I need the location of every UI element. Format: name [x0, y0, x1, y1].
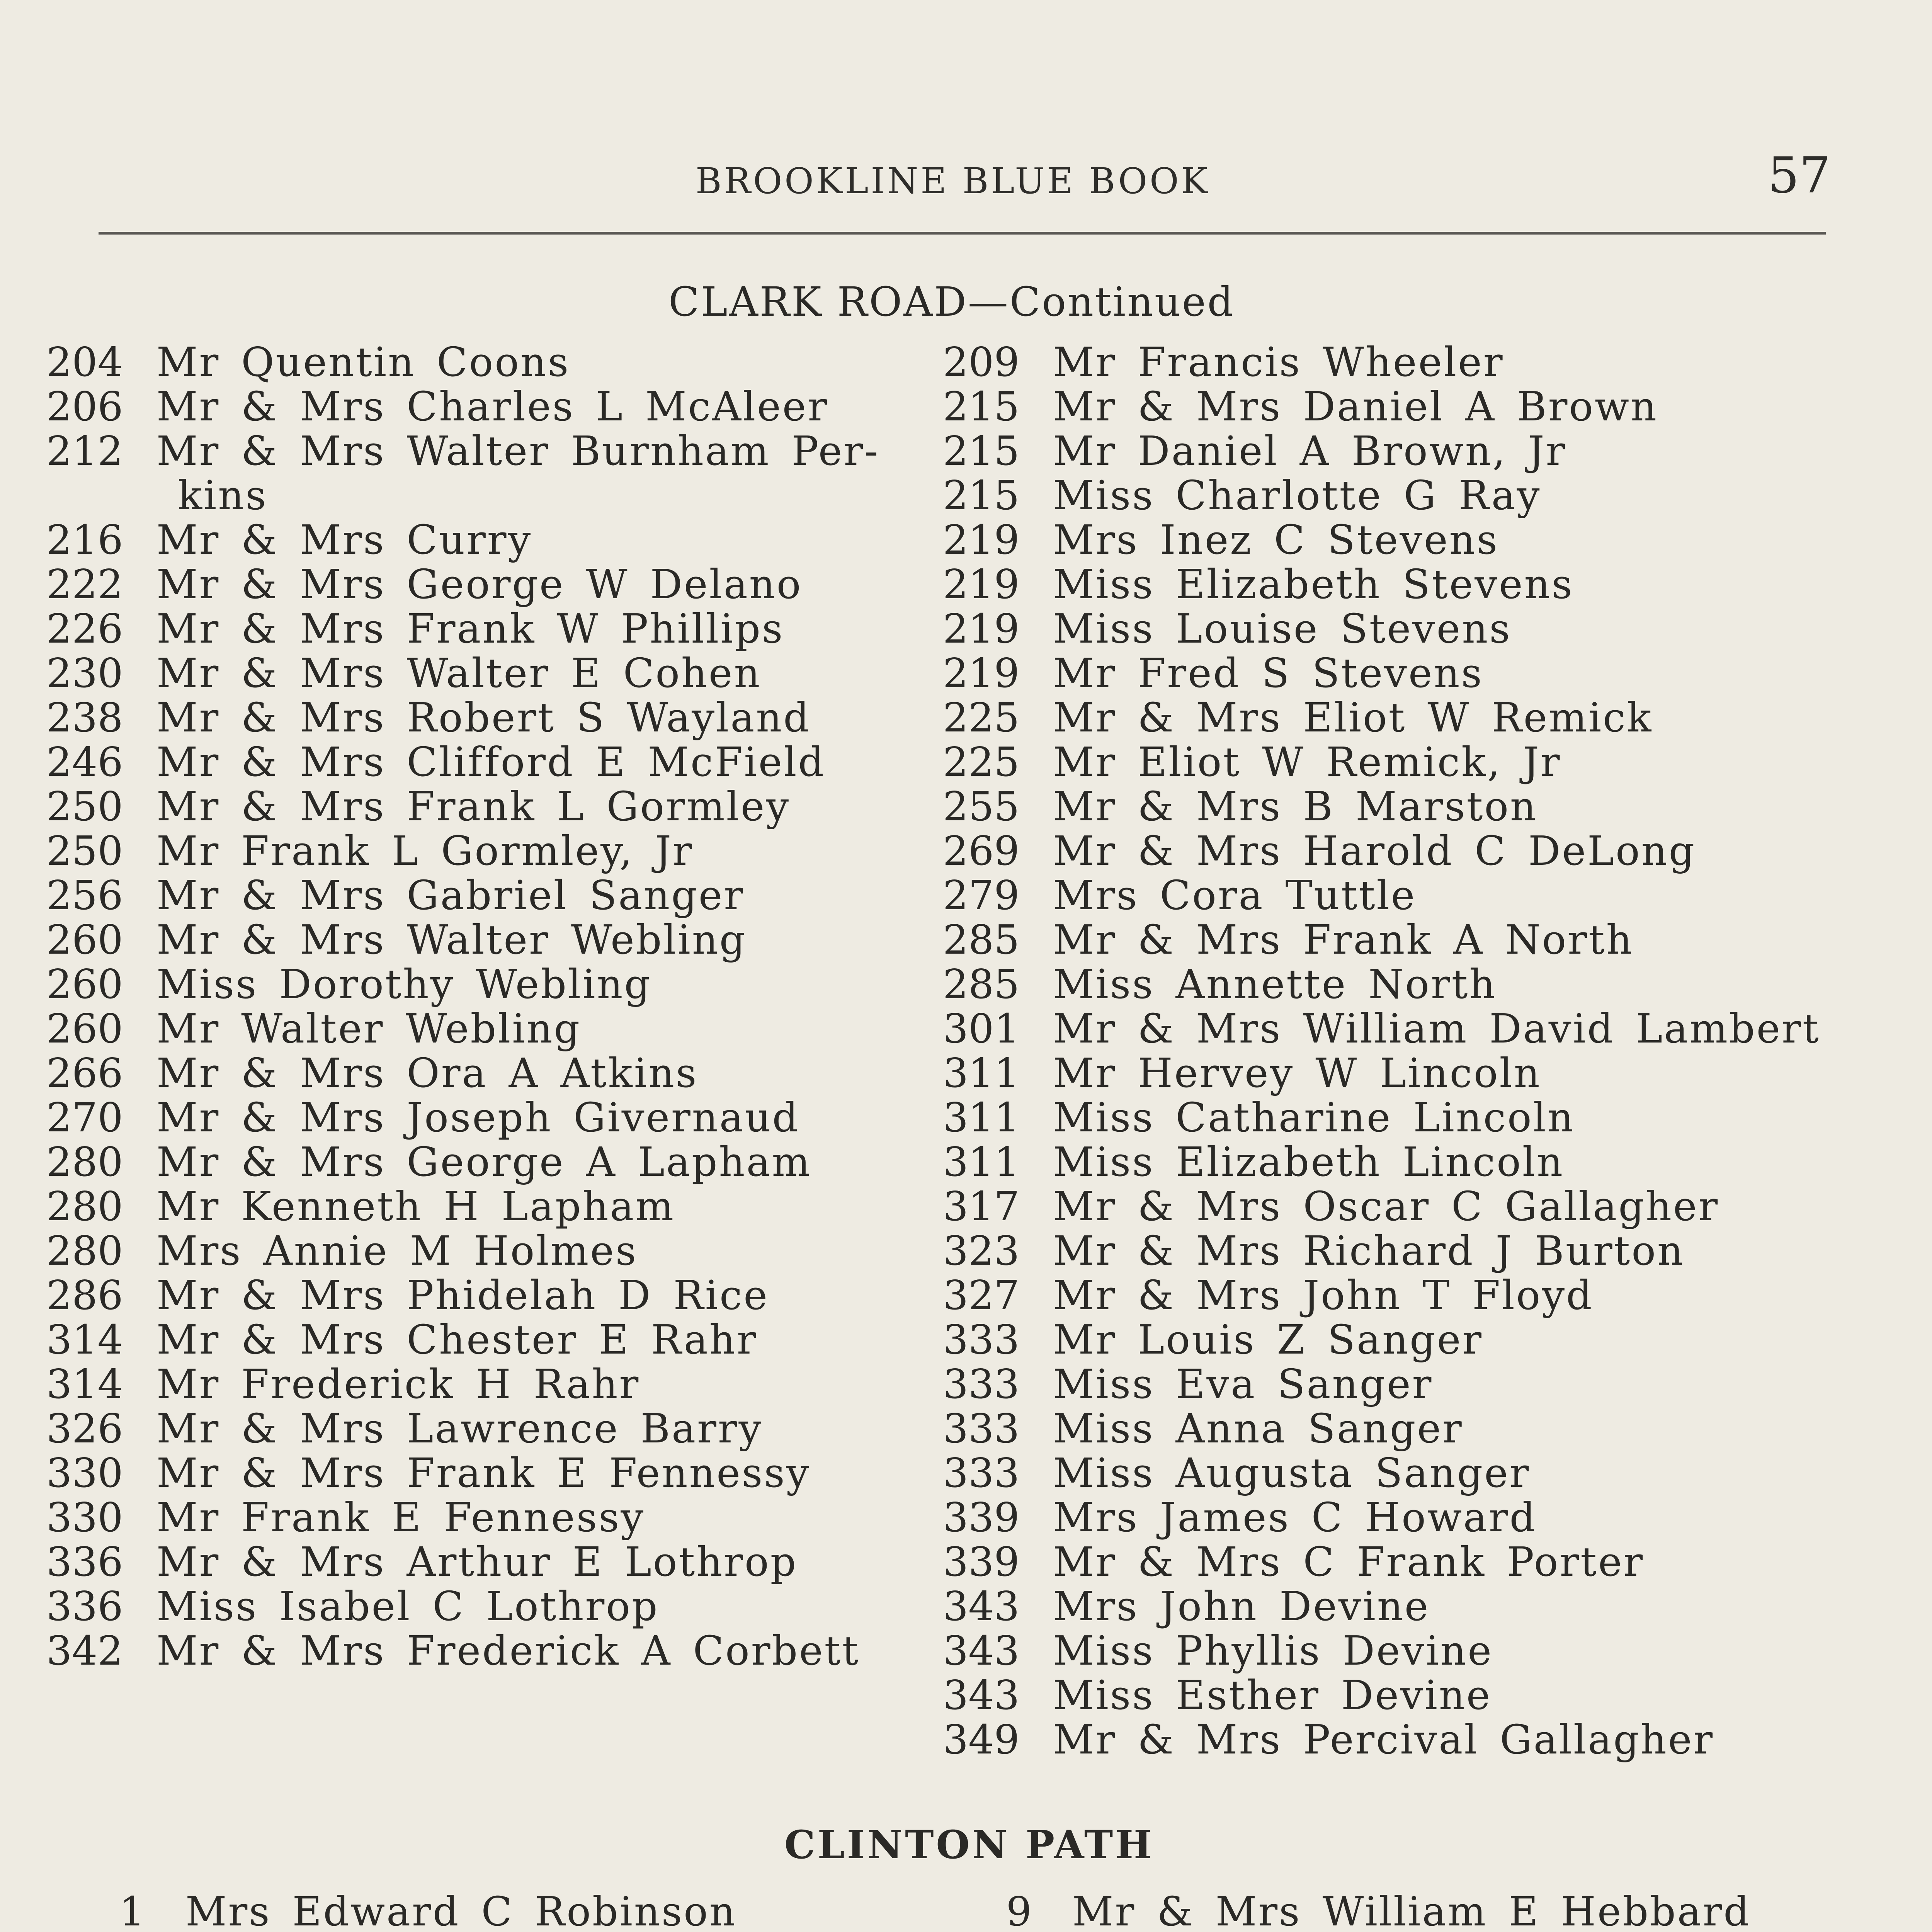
resident-name: Mr Walter Webling: [156, 1005, 582, 1052]
house-number: 311: [943, 1094, 1020, 1141]
house-number: 336: [46, 1583, 123, 1630]
resident-name: Mrs John Devine: [1053, 1583, 1430, 1630]
house-number: 9: [1006, 1888, 1032, 1932]
resident-name: Mr & Mrs Gabriel Sanger: [156, 872, 745, 919]
resident-name: Mr Daniel A Brown, Jr: [1053, 427, 1567, 474]
resident-name: Miss Phyllis Devine: [1053, 1627, 1493, 1674]
resident-name: Mr & Mrs B Marston: [1053, 783, 1537, 830]
header-rule: [99, 232, 1826, 235]
house-number: 326: [46, 1405, 123, 1452]
resident-name: Mr & Mrs William E Hebbard: [1072, 1888, 1751, 1932]
house-number: 343: [943, 1583, 1020, 1630]
resident-name: Mr & Mrs Frank E Fennessy: [156, 1449, 811, 1497]
resident-name: Miss Eva Sanger: [1053, 1361, 1433, 1408]
resident-name: Mr & Mrs Walter Burnham Per-: [156, 427, 880, 474]
resident-name: Mr Quentin Coons: [156, 338, 570, 386]
house-number: 204: [46, 338, 123, 386]
resident-name: Mr & Mrs Oscar C Gallagher: [1053, 1183, 1719, 1230]
house-number: 333: [943, 1361, 1020, 1408]
house-number: 250: [46, 827, 123, 874]
resident-name: Mr & Mrs Arthur E Lothrop: [156, 1538, 798, 1585]
resident-name: Mr Frank E Fennessy: [156, 1494, 645, 1541]
house-number: 225: [943, 694, 1020, 741]
resident-name: Mr & Mrs Daniel A Brown: [1053, 383, 1658, 430]
resident-name: Miss Annette North: [1053, 961, 1497, 1008]
house-number: 279: [943, 872, 1020, 919]
resident-name: Mrs Edward C Robinson: [185, 1888, 737, 1932]
resident-name: Miss Augusta Sanger: [1053, 1449, 1531, 1497]
clark-road-heading: CLARK ROAD—Continued: [668, 278, 1235, 325]
resident-name: Mr & Mrs Percival Gallagher: [1053, 1716, 1714, 1763]
house-number: 269: [943, 827, 1020, 874]
resident-name: Mr Francis Wheeler: [1053, 338, 1504, 386]
house-number: 270: [46, 1094, 123, 1141]
resident-name: Mrs Cora Tuttle: [1053, 872, 1417, 919]
resident-name: Miss Louise Stevens: [1053, 605, 1512, 652]
resident-name: Mr & Mrs Ora A Atkins: [156, 1049, 698, 1097]
clinton-path-heading: CLINTON PATH: [784, 1822, 1154, 1867]
resident-name: Miss Catharine Lincoln: [1053, 1094, 1575, 1141]
resident-name: Mr & Mrs Chester E Rahr: [156, 1316, 758, 1363]
resident-name: Mr & Mrs Walter E Cohen: [156, 650, 762, 697]
resident-name: Mr & Mrs Frank W Phillips: [156, 605, 784, 652]
resident-name: Miss Anna Sanger: [1053, 1405, 1463, 1452]
house-number: 317: [943, 1183, 1020, 1230]
resident-name: Mr & Mrs Joseph Givernaud: [156, 1094, 800, 1141]
resident-name: kins: [178, 472, 268, 519]
house-number: 219: [943, 561, 1020, 608]
resident-name: Mr & Mrs C Frank Porter: [1053, 1538, 1645, 1585]
house-number: 219: [943, 605, 1020, 652]
resident-name: Mr Kenneth H Lapham: [156, 1183, 675, 1230]
resident-name: Mr & Mrs William David Lambert: [1053, 1005, 1820, 1052]
house-number: 343: [943, 1627, 1020, 1674]
house-number: 256: [46, 872, 123, 919]
house-number: 219: [943, 516, 1020, 563]
house-number: 226: [46, 605, 123, 652]
resident-name: Miss Isabel C Lothrop: [156, 1583, 659, 1630]
house-number: 260: [46, 961, 123, 1008]
house-number: 209: [943, 338, 1020, 386]
house-number: 330: [46, 1494, 123, 1541]
resident-name: Mr Frank L Gormley, Jr: [156, 827, 694, 874]
resident-name: Mr & Mrs George W Delano: [156, 561, 803, 608]
house-number: 342: [46, 1627, 123, 1674]
house-number: 311: [943, 1049, 1020, 1097]
house-number: 349: [943, 1716, 1020, 1763]
resident-name: Miss Elizabeth Lincoln: [1053, 1138, 1565, 1185]
resident-name: Mr & Mrs Clifford E McField: [156, 738, 826, 786]
resident-name: Mrs James C Howard: [1053, 1494, 1537, 1541]
resident-name: Mr & Mrs Richard J Burton: [1053, 1227, 1685, 1274]
page-number: 57: [1768, 147, 1831, 204]
resident-name: Miss Esther Devine: [1053, 1672, 1492, 1719]
house-number: 280: [46, 1227, 123, 1274]
resident-name: Mr Eliot W Remick, Jr: [1053, 738, 1561, 786]
house-number: 266: [46, 1049, 123, 1097]
house-number: 219: [943, 650, 1020, 697]
house-number: 286: [46, 1272, 123, 1319]
house-number: 255: [943, 783, 1020, 830]
house-number: 230: [46, 650, 123, 697]
house-number: 215: [943, 383, 1020, 430]
resident-name: Mr Louis Z Sanger: [1053, 1316, 1483, 1363]
house-number: 301: [943, 1005, 1020, 1052]
resident-name: Mr & Mrs Eliot W Remick: [1053, 694, 1653, 741]
house-number: 339: [943, 1494, 1020, 1541]
house-number: 206: [46, 383, 123, 430]
resident-name: Mr & Mrs Robert S Wayland: [156, 694, 811, 741]
house-number: 336: [46, 1538, 123, 1585]
house-number: 323: [943, 1227, 1020, 1274]
resident-name: Mr Fred S Stevens: [1053, 650, 1483, 697]
house-number: 314: [46, 1316, 123, 1363]
house-number: 280: [46, 1183, 123, 1230]
house-number: 330: [46, 1449, 123, 1497]
resident-name: Miss Charlotte G Ray: [1053, 472, 1541, 519]
house-number: 216: [46, 516, 123, 563]
resident-name: Mr & Mrs Walter Webling: [156, 916, 747, 963]
resident-name: Mr & Mrs Harold C DeLong: [1053, 827, 1696, 874]
resident-name: Mr & Mrs Lawrence Barry: [156, 1405, 763, 1452]
house-number: 285: [943, 916, 1020, 963]
house-number: 343: [943, 1672, 1020, 1719]
house-number: 280: [46, 1138, 123, 1185]
house-number: 311: [943, 1138, 1020, 1185]
house-number: 215: [943, 472, 1020, 519]
resident-name: Mrs Annie M Holmes: [156, 1227, 638, 1274]
house-number: 260: [46, 1005, 123, 1052]
resident-name: Mr & Mrs Phidelah D Rice: [156, 1272, 769, 1319]
resident-name: Mr & Mrs Frank L Gormley: [156, 783, 791, 830]
resident-name: Mr & Mrs Curry: [156, 516, 532, 563]
house-number: 238: [46, 694, 123, 741]
resident-name: Miss Elizabeth Stevens: [1053, 561, 1574, 608]
house-number: 212: [46, 427, 123, 474]
resident-name: Mr & Mrs Charles L McAleer: [156, 383, 829, 430]
house-number: 222: [46, 561, 123, 608]
house-number: 314: [46, 1361, 123, 1408]
resident-name: Mr Frederick H Rahr: [156, 1361, 640, 1408]
resident-name: Mr & Mrs Frank A North: [1053, 916, 1634, 963]
house-number: 333: [943, 1449, 1020, 1497]
house-number: 333: [943, 1316, 1020, 1363]
running-header: BROOKLINE BLUE BOOK: [696, 160, 1210, 202]
house-number: 215: [943, 427, 1020, 474]
house-number: 327: [943, 1272, 1020, 1319]
resident-name: Mr & Mrs Frederick A Corbett: [156, 1627, 860, 1674]
house-number: 285: [943, 961, 1020, 1008]
house-number: 1: [119, 1888, 145, 1932]
resident-name: Mr & Mrs John T Floyd: [1053, 1272, 1594, 1319]
house-number: 339: [943, 1538, 1020, 1585]
house-number: 250: [46, 783, 123, 830]
house-number: 225: [943, 738, 1020, 786]
resident-name: Mrs Inez C Stevens: [1053, 516, 1499, 563]
resident-name: Mr Hervey W Lincoln: [1053, 1049, 1541, 1097]
resident-name: Miss Dorothy Webling: [156, 961, 652, 1008]
house-number: 333: [943, 1405, 1020, 1452]
house-number: 246: [46, 738, 123, 786]
resident-name: Mr & Mrs George A Lapham: [156, 1138, 812, 1185]
house-number: 260: [46, 916, 123, 963]
